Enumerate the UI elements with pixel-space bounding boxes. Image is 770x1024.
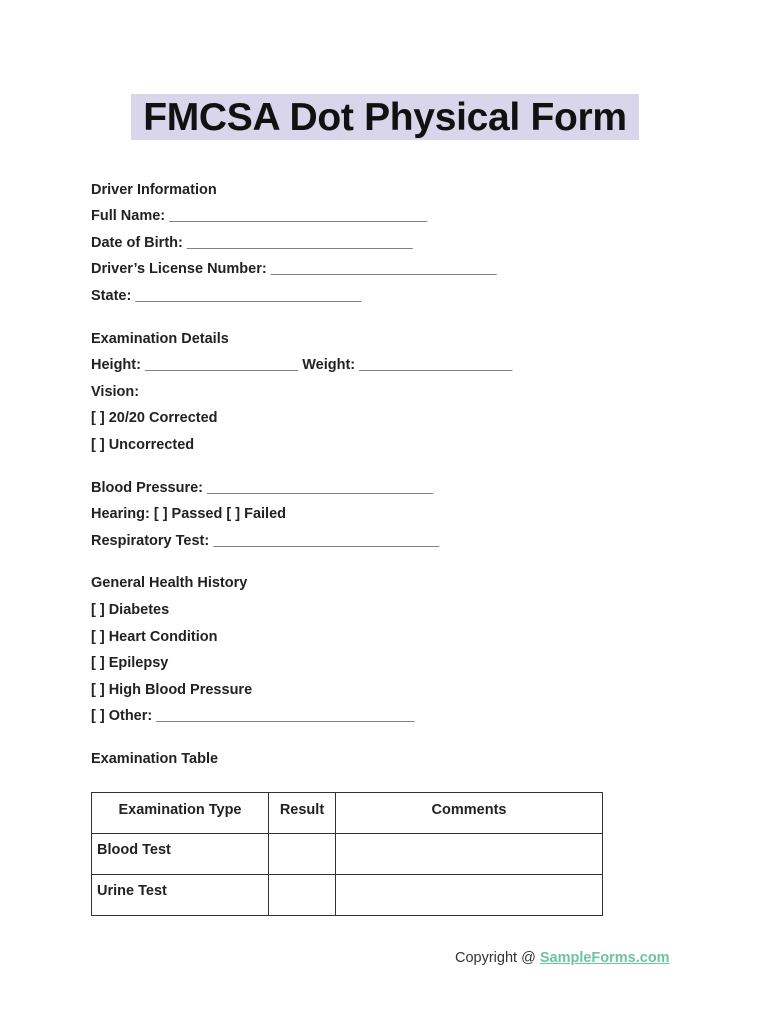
row-result-cell[interactable]: [269, 875, 336, 916]
exam-details-heading: Examination Details: [91, 331, 229, 347]
state-field[interactable]: State: ____________________________: [91, 288, 362, 304]
high-blood-pressure-checkbox[interactable]: [ ] High Blood Pressure: [91, 682, 253, 698]
driver-info-heading: Driver Information: [91, 182, 217, 198]
row-exam-type: Urine Test: [92, 875, 269, 916]
page-title: FMCSA Dot Physical Form: [131, 94, 639, 140]
health-history-heading: General Health History: [91, 575, 248, 591]
examination-table: [91, 792, 603, 916]
brand-link[interactable]: SampleForms.com: [539, 950, 670, 966]
header-result: Result: [269, 793, 336, 834]
heart-condition-checkbox[interactable]: [ ] Heart Condition: [91, 629, 218, 645]
row-comments-cell[interactable]: [336, 834, 603, 875]
row-comments-cell[interactable]: [336, 875, 603, 916]
blood-pressure-field[interactable]: Blood Pressure: ____________________________: [91, 480, 433, 496]
table-row: [92, 875, 603, 916]
vision-corrected-checkbox[interactable]: [ ] 20/20 Corrected: [91, 410, 218, 426]
copyright-text: Copyright @: [455, 950, 540, 966]
height-weight-field[interactable]: Height: ___________________ Weight: ___________________: [91, 357, 513, 373]
vision-uncorrected-checkbox[interactable]: [ ] Uncorrected: [91, 437, 195, 453]
header-exam-type: Examination Type: [92, 793, 269, 834]
header-comments: Comments: [336, 793, 603, 834]
table-row: [92, 834, 603, 875]
diabetes-checkbox[interactable]: [ ] Diabetes: [91, 602, 170, 618]
other-condition-field[interactable]: [ ] Other: ________________________________: [91, 708, 415, 724]
license-field[interactable]: Driver’s License Number: ____________________________: [91, 261, 497, 277]
vision-label: Vision:: [91, 384, 140, 400]
dob-field[interactable]: Date of Birth: ____________________________: [91, 235, 413, 251]
epilepsy-checkbox[interactable]: [ ] Epilepsy: [91, 655, 169, 671]
row-exam-type: Blood Test: [92, 834, 269, 875]
copyright-footer: [455, 950, 670, 966]
table-header-row: [92, 793, 603, 834]
full-name-field[interactable]: Full Name: ________________________________: [91, 208, 428, 224]
row-result-cell[interactable]: [269, 834, 336, 875]
respiratory-field[interactable]: Respiratory Test: ____________________________: [91, 533, 440, 549]
hearing-field[interactable]: Hearing: [ ] Passed [ ] Failed: [91, 506, 286, 522]
exam-table-heading: Examination Table: [91, 751, 219, 767]
